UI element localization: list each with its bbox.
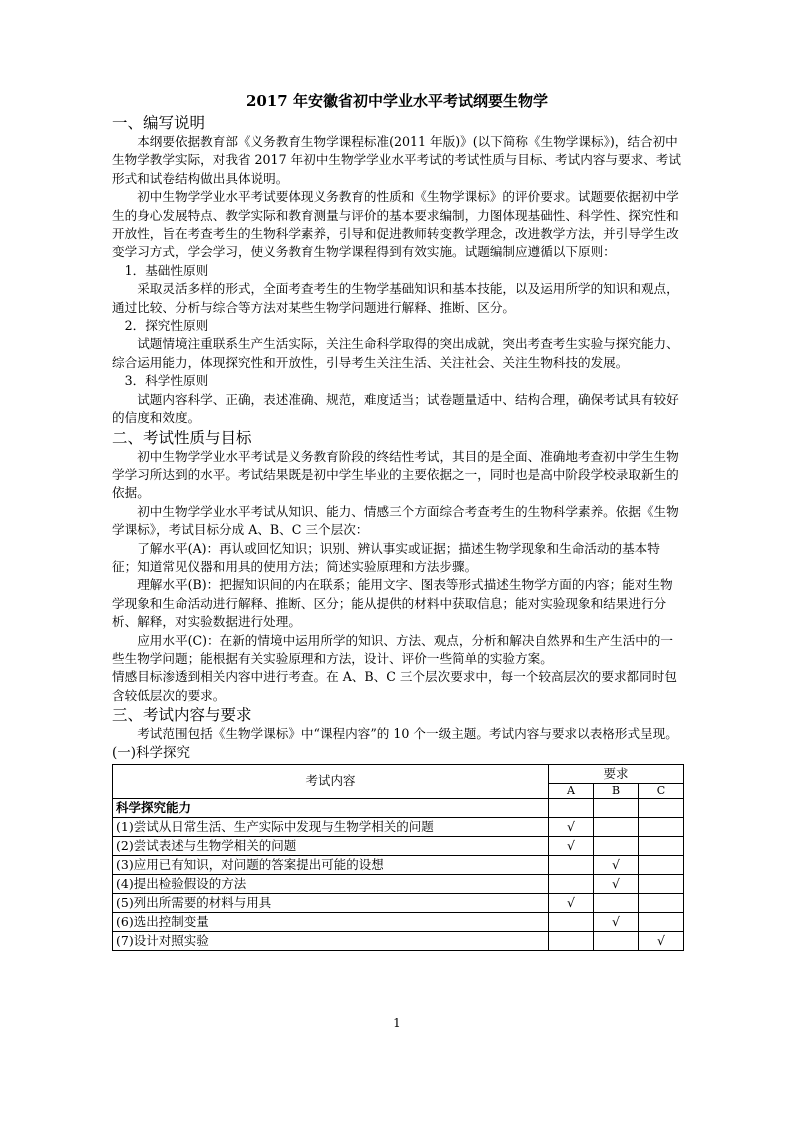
empty-cell	[594, 893, 639, 912]
header-level-b: B	[594, 783, 639, 798]
content-cell: (7)设计对照实验	[113, 931, 549, 950]
empty-cell	[594, 798, 639, 817]
header-level-a: A	[549, 783, 594, 798]
content-cell: (4)提出检验假设的方法	[113, 874, 549, 893]
header-level-c: C	[639, 783, 684, 798]
paragraph: 采取灵活多样的形式，全面考查考生的生物学基础知识和基本技能，以及运用所学的知识和观点，通过比较、分析与综合等方法对某些生物学问题进行解释、推断、区分。	[112, 281, 679, 315]
empty-cell	[639, 912, 684, 931]
check-mark-cell: √	[549, 817, 594, 836]
empty-cell	[639, 893, 684, 912]
table-section-label: 科学探究能力	[113, 798, 549, 817]
empty-cell	[639, 836, 684, 855]
empty-cell	[639, 798, 684, 817]
principle-title-3: 3．科学性原则	[124, 373, 209, 389]
table-row	[113, 855, 684, 874]
check-mark-cell: √	[549, 893, 594, 912]
header-content: 考试内容	[113, 764, 549, 798]
page-number: 1	[393, 1016, 401, 1030]
section-heading-3: 三、考试内容与要求	[112, 706, 252, 725]
document-body	[112, 113, 682, 951]
paragraph: 考试范围包括《生物学课标》中“课程内容”的 10 个一级主题。考试内容与要求以表格形式呈现。	[137, 726, 678, 742]
content-cell: (1)尝试从日常生活、生产实际中发现与生物学相关的问题	[113, 817, 549, 836]
content-cell: (5)列出所需要的材料与用具	[113, 893, 549, 912]
empty-cell	[594, 836, 639, 855]
document-title: 2017 年安徽省初中学业水平考试纲要生物学	[246, 92, 548, 110]
paragraph: 初中生物学学业水平考试要体现义务教育的性质和《生物学课标》的评价要求。试题要依据初中学生的身心发展特点、教学实际和教育测量与评价的基本要求编制，力图体现基础性、科学性、探究性和开放性，旨在考查考生的生物科学素养，引导和促进教师转变教学理念，改进教学方法，并引导学生改变学习方式，学会学习，使义务教育生物学课程得到有效实施。试题编制应遵循以下原则：	[112, 189, 679, 260]
requirements-table	[112, 764, 684, 951]
table-row	[113, 874, 684, 893]
paragraph: 试题情境注重联系生产生活实际，关注生命科学取得的突出成就，突出考查考生实验与探究能力、综合运用能力，体现探究性和开放性，引导考生关注生活、关注社会、关注生物科技的发展。	[112, 336, 679, 370]
paragraph: 理解水平(B)：把握知识间的内在联系；能用文字、图表等形式描述生物学方面的内容；能对生物学现象和生命活动进行解释、推断、区分；能从提供的材料中获取信息；能对实验现象和结果进行分析、解释，对实验数据进行处理。	[112, 577, 673, 630]
paragraph: 本纲要依据教育部《义务教育生物学课程标准(2011 年版)》(以下简称《生物学课标》)，结合初中生物学教学实际，对我省 2017 年初中生物学学业水平考试的考试性质与目标、考试内容与要求、考试形式和试卷结构做出具体说明。	[112, 134, 681, 186]
check-mark-cell: √	[594, 855, 639, 874]
check-mark-cell: √	[594, 874, 639, 893]
table-row	[113, 893, 684, 912]
principle-title-1: 1．基础性原则	[124, 262, 209, 278]
empty-cell	[639, 817, 684, 836]
subsection-heading: (一)科学探究	[112, 744, 191, 761]
empty-cell	[549, 912, 594, 931]
content-cell: (3)应用已有知识，对问题的答案提出可能的设想	[113, 855, 549, 874]
empty-cell	[639, 855, 684, 874]
header-requirement: 要求	[549, 764, 684, 783]
content-cell: (2)尝试表述与生物学相关的问题	[113, 836, 549, 855]
table-row	[113, 912, 684, 931]
empty-cell	[594, 931, 639, 950]
section-heading-1: 一、编写说明	[112, 114, 206, 132]
check-mark-cell: √	[549, 836, 594, 855]
content-cell: (6)选出控制变量	[113, 912, 549, 931]
paragraph: 初中生物学学业水平考试从知识、能力、情感三个方面综合考查考生的生物科学素养。依据《生物学课标》，考试目标分成 A、B、C 三个层次：	[112, 503, 679, 538]
empty-cell	[549, 798, 594, 817]
principle-title-2: 2．探究性原则	[124, 318, 209, 334]
section-heading-2: 二、考试性质与目标	[112, 428, 252, 447]
empty-cell	[549, 855, 594, 874]
table-row	[113, 817, 684, 836]
paragraph: 了解水平(A)：再认或回忆知识；识别、辨认事实或证据；描述生物学现象和生命活动的基本特征；知道常见仪器和用具的使用方法；简述实验原理和方法步骤。	[112, 540, 660, 574]
empty-cell	[639, 874, 684, 893]
paragraph: 初中生物学学业水平考试是义务教育阶段的终结性考试，其目的是全面、准确地考查初中学生生物学学习所达到的水平。考试结果既是初中学生毕业的主要依据之一，同时也是高中阶段学校录取新生的依据。	[112, 448, 679, 501]
table-row	[113, 931, 684, 950]
empty-cell	[549, 931, 594, 950]
check-mark-cell: √	[594, 912, 639, 931]
paragraph: 应用水平(C)：在新的情境中运用所学的知识、方法、观点，分析和解决自然界和生产生活中的一些生物学问题；能根据有关实验原理和方法，设计、评价一些简单的实验方案。	[112, 632, 673, 666]
paragraph: 试题内容科学、正确，表述准确、规范，难度适当；试卷题量适中、结构合理，确保考试具有较好的信度和效度。	[112, 391, 679, 426]
paragraph: 情感目标渗透到相关内容中进行考查。在 A、B、C 三个层次要求中，每一个较高层次的要求都同时包含较低层次的要求。	[112, 669, 677, 703]
table-row	[113, 836, 684, 855]
empty-cell	[549, 874, 594, 893]
empty-cell	[594, 817, 639, 836]
check-mark-cell: √	[639, 931, 684, 950]
